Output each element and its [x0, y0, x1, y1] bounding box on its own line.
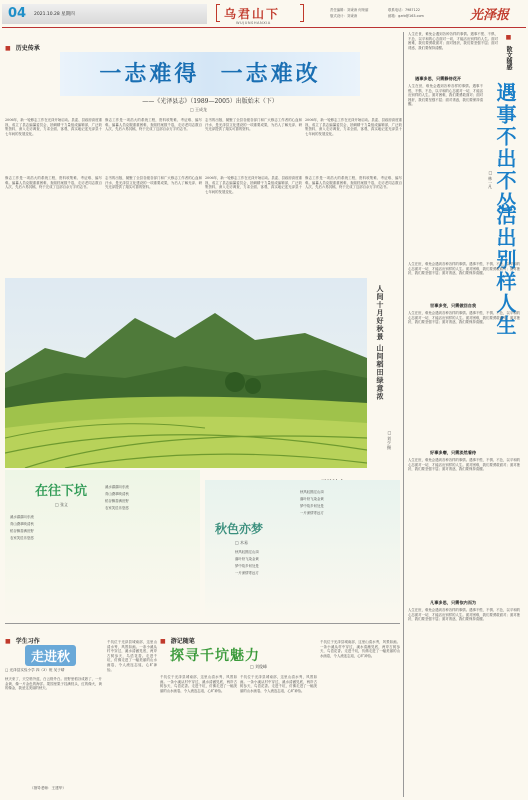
header-rule [2, 27, 526, 28]
poem-1-line-6: 青山叠翠映清秋 [105, 492, 129, 496]
header-background [2, 4, 207, 24]
student-essay-teacher: （指导老师：王建华） [30, 786, 66, 790]
history-author: □ 王成龙 [190, 107, 208, 112]
right-divider [403, 32, 404, 797]
right-headline-a: 遇事不出不怂 [493, 82, 517, 214]
section-bracket-right [300, 4, 304, 22]
travel-author: □ 刘俊峰 [250, 664, 268, 669]
poem-1-line-3: 稻谷飘香满田野 [10, 529, 34, 533]
history-col-6: 志书的出版，凝聚了全县各级各部门和广大修志工作者的心血和汗水，是光泽县文化建设的一项重要成果，为后人了解光泽、研究光泽提供了翔实可靠的资料。 [105, 176, 202, 190]
student-column-tag: ■ 学生习作 [5, 638, 40, 645]
section-title: 乌君山下 [224, 7, 281, 21]
poem-2-line-5: 秋风轻拂过山岗 [235, 550, 259, 554]
photo-caption: 人间十月好秋景 山间稻田绿意浓 [376, 285, 385, 401]
right-text-3: 人生在世，难免会遇到各种各样的事情。遇事不慌、不惧、不怂，以平和的心态面对一切，才能活出别样的人生。面对困难，我们要勇敢面对；面对挫折，我们要坚强不屈；面对诱惑，我们要保持清醒。 [408, 458, 520, 472]
history-col-3: 志书的出版，凝聚了全县各级各部门和广大修志工作者的心血和汗水，是光泽县文化建设的一项重要成果，为后人了解光泽、研究光泽提供了翔实可靠的资料。 [205, 118, 302, 132]
right-subhead-1: 遇事多思，只需静待花开 [415, 76, 462, 81]
rice-field-photo [5, 278, 367, 468]
history-headline: 一志难得 一志难改 [99, 62, 321, 87]
right-text-1: 人生在世，难免会遇到各种各样的事情。遇事不慌、不惧、不怂，以平和的心态面对一切，才能活出别样的人生。面对困难，我们要勇敢面对；面对挫折，我们要坚强不屈；面对诱惑，我们要保持清醒。 [408, 84, 483, 107]
travel-column-tag: ■ 游记随笔 [160, 638, 195, 645]
travel-title: 探寻千坑魅力 [170, 648, 260, 664]
editor-info-4: 邮箱：gzrb@163.com [388, 14, 424, 18]
poem-2-line-1: 秋风轻拂过山岗 [300, 490, 324, 494]
student-essay-text: 秋天来了，天空格外蓝，白云格外白。田野里稻谷成熟了，一片金黄，像一片金色的海洋。果园里果子挂满枝头，红的像火，黄的像金，我爱这美丽的秋天。 [5, 677, 102, 691]
masthead-logo: 光泽报 [470, 8, 510, 23]
poem-1-line-5: 溪水潺潺向东流 [105, 485, 129, 489]
travel-col-1: 千坑位于光泽县城南部，这里山清水秀，风景如画。一条小溪从村中穿过，溪水清澈见底，两岸古树参天，鸟语花香。走进千坑，仿佛走进了一幅美丽的山水画卷，令人流连忘返，心旷神怡。 [160, 675, 237, 693]
poem-1-title: 在往下坑 [35, 484, 88, 499]
poem-1-author: □ 张义 [55, 502, 69, 507]
photo-credit: □ 刘少 摄 [387, 430, 392, 450]
poem-1-line-1: 溪水潺潺向东流 [10, 515, 34, 519]
history-column-tag: ■ 历史传承 [5, 45, 40, 52]
right-subhead-3: 好事多磨，只需淡然看待 [430, 450, 477, 455]
poem-2-line-6: 落叶纷飞染金黄 [235, 557, 259, 561]
right-text-2b: 人生在世，难免会遇到各种各样的事情。遇事不慌、不惧、不怂，以平和的心态面对一切，才能活出别样的人生。面对困难，我们要勇敢面对；面对挫折，我们要坚强不屈；面对诱惑，我们要保持清醒。 [408, 311, 520, 325]
poem-1-line-7: 稻谷飘香满田野 [105, 499, 129, 503]
right-text-2a: 人生在世，难免会遇到各种各样的事情。遇事不慌、不惧、不怂，以平和的心态面对一切，才能活出别样的人生。面对困难，我们要勇敢面对；面对挫折，我们要坚强不屈；面对诱惑，我们要保持清醒。 [408, 262, 520, 276]
square-bullet-icon: ■ [160, 638, 166, 645]
student-essay-author: □ 光泽县实验小学 四（3）班 吴子晴 [5, 668, 65, 672]
history-col-2: 修志工作是一项浩大的系统工程，资料收集难、考证难、编写难。编纂人员克服重重困难，查阅档案数千卷，走访老同志数百人次，先后六易其稿，终于完成了这部百余万字的志书。 [105, 118, 202, 132]
editor-info-3: 联系电话：7987122 [388, 8, 421, 12]
editor-info-1: 责任编辑：刘秉涛 何荣丽 [330, 8, 369, 12]
right-text-4: 人生在世，难免会遇到各种各样的事情。遇事不慌、不惧、不怂，以平和的心态面对一切，才能活出别样的人生。面对困难，我们要勇敢面对；面对挫折，我们要坚强不屈；面对诱惑，我们要保持清醒。 [408, 608, 520, 622]
section-bracket-left [216, 4, 220, 22]
poem-1-line-4: 农家笑语乐悠悠 [10, 536, 34, 540]
right-headline-b: 活出别样人生 [493, 205, 517, 337]
editor-info-2: 版式设计：刘秉涛 [330, 14, 358, 18]
travel-col-2: 千坑位于光泽县城南部，这里山清水秀，风景如画。一条小溪从村中穿过，溪水清澈见底，两岸古树参天，鸟语花香。走进千坑，仿佛走进了一幅美丽的山水画卷，令人流连忘返，心旷神怡。 [240, 675, 317, 693]
poem-1-line-8: 农家笑语乐悠悠 [105, 506, 129, 510]
right-intro-text: 人生在世，难免会遇到各种各样的事情。遇事不慌、不惧、不怂，以平和的心态面对一切，才能活出别样的人生。面对困难，我们要勇敢面对；面对挫折，我们要坚强不屈；面对诱惑，我们要保持清醒。 [408, 32, 498, 50]
travel-col-3: 千坑位于光泽县城南部，这里山清水秀，风景如画。一条小溪从村中穿过，溪水清澈见底，两岸古树参天，鸟语花香。走进千坑，仿佛走进了一幅美丽的山水画卷，令人流连忘返，心旷神怡。 [320, 640, 400, 658]
page-header [0, 0, 528, 30]
history-col-8: 修志工作是一项浩大的系统工程，资料收集难、考证难、编写难。编纂人员克服重重困难，查阅档案数千卷，走访老同志数百人次，先后六易其稿，终于完成了这部百余万字的志书。 [305, 176, 402, 190]
right-subhead-4: 凡事多思，只需依内而为 [430, 600, 477, 605]
poem-2-line-8: 一片深情寄远方 [235, 571, 259, 575]
history-subheadline: ——《光泽县志》（1989—2005）出版始末（下） [142, 98, 278, 105]
poem-2-title: 秋色亦梦 [215, 522, 264, 536]
history-col-1: 2006年，新一轮修志工作在光泽开始启动。县委、县政府高度重视，成立了县志编纂委员会，抽调精干力量组成编辑部，广泛收集资料，深入走访调查，力求全面、客观、真实地记述光泽县十七年间的发展变化。 [5, 118, 102, 136]
student-essay-title: 走进秋 [25, 645, 76, 666]
history-col-4: 2006年，新一轮修志工作在光泽开始启动。县委、县政府高度重视，成立了县志编纂委员会，抽调精干力量组成编辑部，广泛收集资料，深入走访调查，力求全面、客观、真实地记述光泽县十七年间的发展变化。 [305, 118, 402, 136]
section-subtitle: WUJUNSHANXIA [236, 21, 271, 25]
poem-2-author: □ 木易 [235, 540, 249, 545]
poem-2-line-3: 梦中故乡何处是 [300, 504, 324, 508]
right-author: □ 林一凡 [488, 170, 493, 189]
square-bullet-icon: ■ [5, 45, 11, 52]
history-col-7: 2006年，新一轮修志工作在光泽开始启动。县委、县政府高度重视，成立了县志编纂委员会，抽调精干力量组成编辑部，广泛收集资料，深入走访调查，力求全面、客观、真实地记述光泽县十七年间的发展变化。 [205, 176, 302, 194]
poem-2-line-7: 梦中故乡何处是 [235, 564, 259, 568]
right-column-tag: ■ 散文随感 [505, 34, 512, 71]
poem-1-line-2: 青山叠翠映清秋 [10, 522, 34, 526]
right-subhead-2: 世事多变，只需做回自我 [430, 303, 477, 308]
poem-2-line-2: 落叶纷飞染金黄 [300, 497, 324, 501]
column-2-text: 千坑位于光泽县城南部，这里山清水秀，风景如画。一条小溪从村中穿过，溪水清澈见底，两岸古树参天，鸟语花香。走进千坑，仿佛走进了一幅美丽的山水画卷，令人流连忘返，心旷神怡。 [107, 640, 157, 672]
square-bullet-icon: ■ [5, 638, 11, 645]
page-number: 04 [8, 6, 27, 21]
history-col-5: 修志工作是一项浩大的系统工程，资料收集难、考证难、编写难。编纂人员克服重重困难，查阅档案数千卷，走访老同志数百人次，先后六易其稿，终于完成了这部百余万字的志书。 [5, 176, 102, 190]
issue-date: 2021.10.28 星期四 [34, 12, 75, 17]
mid-divider [5, 623, 400, 624]
square-bullet-icon: ■ [505, 34, 512, 41]
poem-2-line-4: 一片深情寄远方 [300, 511, 324, 515]
